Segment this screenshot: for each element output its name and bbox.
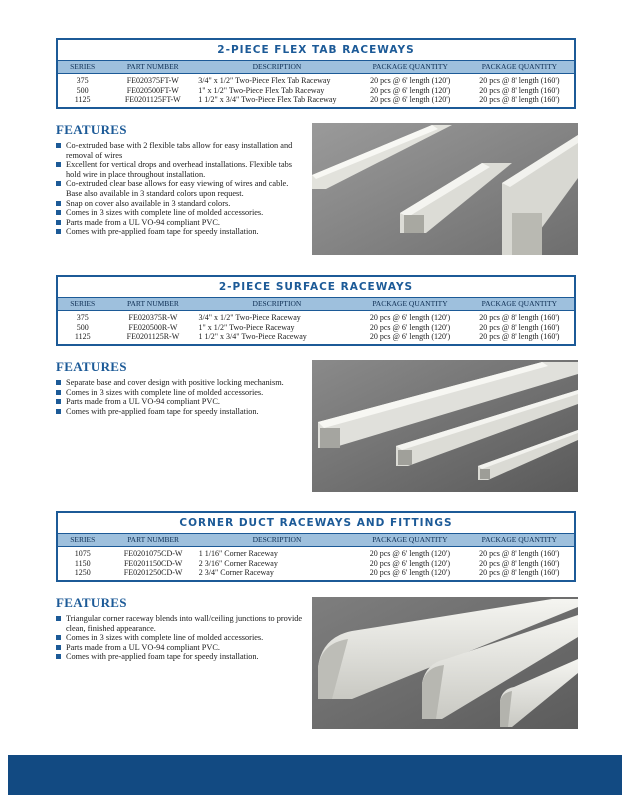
part-number: FE0201075CD-W: [123, 549, 183, 558]
col-part-number: PART NUMBER: [107, 61, 198, 74]
bullet-icon: [56, 181, 61, 186]
series-value: 1150: [74, 558, 91, 568]
feature-text: Excellent for vertical drops and overhead installations. Flexible tabs hold wire in place throughout installation.: [66, 160, 293, 179]
feature-item: [56, 160, 306, 179]
footer-band: [8, 755, 622, 795]
bullet-icon: [56, 143, 61, 148]
qty-8ft: 20 pcs @ 8' length (160'): [479, 568, 560, 577]
col-description: DESCRIPTION: [199, 298, 356, 311]
features-list: [56, 614, 306, 662]
bullet-icon: [56, 229, 61, 234]
description-cell: [199, 311, 356, 344]
qty-6ft-cell: [355, 311, 464, 344]
description: 3/4" x 1/2" Two-Piece Flex Tab Raceway: [198, 76, 331, 85]
feature-text: Parts made from a UL VO-94 compliant PVC.: [66, 217, 220, 227]
feature-item: [56, 208, 306, 218]
part-cell: [107, 74, 198, 107]
feature-text: Triangular corner raceway blends into wall/ceiling junctions to provide clean, finished appearance.: [66, 614, 303, 633]
bullet-icon: [56, 390, 61, 395]
surface-raceway-table: [56, 275, 576, 346]
description: 3/4" x 1/2" Two-Piece Raceway: [198, 313, 301, 322]
features-list: [56, 141, 306, 237]
series-value: 375: [76, 313, 89, 322]
qty-6ft: 20 pcs @ 6' length (120'): [369, 322, 451, 332]
feature-text: Comes in 3 sizes with complete line of molded accessories.: [66, 633, 264, 643]
qty-8ft: 20 pcs @ 8' length (160'): [479, 95, 560, 104]
col-package-quantity-8ft: PACKAGE QUANTITY: [465, 298, 574, 311]
col-series: SERIES: [58, 534, 107, 547]
part-number: FE020500R-W: [128, 322, 178, 332]
feature-item: [56, 141, 306, 160]
series-value: 1125: [74, 95, 91, 104]
features-surface: [56, 359, 306, 416]
part-number: FE0201125FT-W: [124, 95, 181, 104]
feature-text: Comes with pre-applied foam tape for speedy installation.: [66, 652, 259, 662]
features-heading: FEATURES: [56, 122, 127, 137]
qty-6ft: 20 pcs @ 6' length (120'): [369, 313, 451, 322]
feature-item: [56, 199, 306, 209]
flex-tab-raceway-photo: [312, 123, 578, 255]
product-table: [58, 61, 574, 107]
series-value: 500: [76, 85, 89, 95]
bullet-icon: [56, 220, 61, 225]
feature-text: Co-extruded base with 2 flexible tabs allow for easy installation and removal of wires: [66, 141, 293, 160]
feature-text: Co-extruded clear base allows for easy viewing of wires and cable. Base also available in 3 standard colors upon request.: [66, 179, 289, 198]
description: 2 3/4" Corner Raceway: [198, 568, 274, 577]
description: 2 3/16" Corner Raceway: [198, 558, 278, 568]
feature-text: Parts made from a UL VO-94 compliant PVC.: [66, 642, 220, 652]
col-package-quantity-8ft: PACKAGE QUANTITY: [465, 534, 574, 547]
features-heading: FEATURES: [56, 595, 127, 610]
col-series: SERIES: [58, 61, 107, 74]
bullet-icon: [56, 616, 61, 621]
feature-item: [56, 643, 306, 653]
feature-text: Comes in 3 sizes with complete line of molded accessories.: [66, 387, 264, 397]
bullet-icon: [56, 210, 61, 215]
col-description: DESCRIPTION: [199, 534, 355, 547]
product-table: [58, 534, 574, 580]
bullet-icon: [56, 654, 61, 659]
col-part-number: PART NUMBER: [107, 534, 198, 547]
qty-6ft: 20 pcs @ 6' length (120'): [370, 76, 451, 85]
qty-8ft-cell: [465, 74, 574, 107]
feature-text: Comes in 3 sizes with complete line of molded accessories.: [66, 208, 264, 218]
table-header-row: [58, 534, 574, 547]
series-value: 500: [76, 322, 89, 332]
table-title: 2-PIECE FLEX TAB RACEWAYS: [58, 40, 574, 61]
table-title: 2-PIECE SURFACE RACEWAYS: [58, 277, 574, 298]
features-list: [56, 378, 306, 416]
bullet-icon: [56, 162, 61, 167]
feature-item: [56, 407, 306, 417]
qty-8ft-cell: [465, 311, 574, 344]
description: 1 1/16" Corner Raceway: [198, 549, 278, 558]
product-table: [58, 298, 574, 344]
qty-8ft: 20 pcs @ 8' length (160'): [479, 76, 560, 85]
table-body: [58, 74, 574, 107]
description: 1" x 1/2" Two-Piece Flex Tab Raceway: [198, 85, 325, 95]
description-cell: [198, 74, 355, 107]
feature-item: [56, 179, 306, 198]
part-number: FE0201150CD-W: [123, 558, 183, 568]
bullet-icon: [56, 399, 61, 404]
description: 1 1/2" x 3/4" Two-Piece Flex Tab Raceway: [198, 95, 337, 104]
col-package-quantity-6ft: PACKAGE QUANTITY: [355, 298, 464, 311]
col-package-quantity-6ft: PACKAGE QUANTITY: [355, 534, 464, 547]
features-corner-duct: [56, 595, 306, 662]
part-number: FE020375R-W: [128, 313, 178, 322]
part-number: FE020500FT-W: [126, 85, 179, 95]
feature-item: [56, 227, 306, 237]
bullet-icon: [56, 201, 61, 206]
series-cell: [58, 311, 107, 344]
feature-text: Snap on cover also available in 3 standard colors.: [66, 198, 231, 208]
feature-item: [56, 397, 306, 407]
qty-6ft: 20 pcs @ 6' length (120'): [369, 332, 451, 341]
col-part-number: PART NUMBER: [107, 298, 198, 311]
qty-6ft: 20 pcs @ 6' length (120'): [369, 549, 450, 558]
feature-text: Parts made from a UL VO-94 compliant PVC.: [66, 397, 220, 407]
feature-item: [56, 388, 306, 398]
qty-8ft-cell: [465, 547, 574, 580]
table-header-row: [58, 61, 574, 74]
qty-8ft: 20 pcs @ 8' length (160'): [479, 322, 560, 332]
col-package-quantity-6ft: PACKAGE QUANTITY: [356, 61, 465, 74]
surface-raceway-photo: [312, 360, 578, 492]
part-number: FE0201250CD-W: [123, 568, 183, 577]
qty-6ft: 20 pcs @ 6' length (120'): [369, 568, 450, 577]
series-value: 1125: [74, 332, 91, 341]
corner-duct-photo: [312, 597, 578, 729]
part-number: FE0201125R-W: [126, 332, 180, 341]
col-description: DESCRIPTION: [198, 61, 355, 74]
features-heading: FEATURES: [56, 359, 127, 374]
col-package-quantity-8ft: PACKAGE QUANTITY: [465, 61, 574, 74]
feature-item: [56, 633, 306, 643]
flex-tab-table: [56, 38, 576, 109]
series-cell: [58, 547, 107, 580]
qty-6ft-cell: [355, 547, 464, 580]
series-value: 1075: [74, 549, 91, 558]
feature-item: [56, 218, 306, 228]
qty-6ft-cell: [356, 74, 465, 107]
features-flex-tab: [56, 122, 306, 237]
feature-text: Comes with pre-applied foam tape for speedy installation.: [66, 227, 259, 237]
table-body: [58, 547, 574, 580]
bullet-icon: [56, 635, 61, 640]
series-value: 1250: [74, 568, 91, 577]
table-body: [58, 311, 574, 344]
series-value: 375: [76, 76, 89, 85]
qty-8ft: 20 pcs @ 8' length (160'): [479, 85, 560, 95]
feature-text: Separate base and cover design with positive locking mechanism.: [66, 378, 284, 387]
feature-item: [56, 614, 306, 633]
bullet-icon: [56, 380, 61, 385]
feature-text: Comes with pre-applied foam tape for speedy installation.: [66, 406, 259, 416]
part-cell: [107, 311, 198, 344]
qty-6ft: 20 pcs @ 6' length (120'): [369, 558, 450, 568]
description: 1 1/2" x 3/4" Two-Piece Raceway: [198, 332, 307, 341]
table-title: CORNER DUCT RACEWAYS AND FITTINGS: [58, 513, 574, 534]
series-cell: [58, 74, 107, 107]
qty-8ft: 20 pcs @ 8' length (160'): [479, 332, 560, 341]
bullet-icon: [56, 645, 61, 650]
description-cell: [199, 547, 355, 580]
feature-item: [56, 378, 306, 388]
bullet-icon: [56, 409, 61, 414]
table-header-row: [58, 298, 574, 311]
qty-8ft: 20 pcs @ 8' length (160'): [479, 558, 560, 568]
corner-duct-table: [56, 511, 576, 582]
qty-8ft: 20 pcs @ 8' length (160'): [479, 313, 560, 322]
description: 1" x 1/2" Two-Piece Raceway: [198, 322, 295, 332]
col-series: SERIES: [58, 298, 107, 311]
qty-6ft: 20 pcs @ 6' length (120'): [370, 95, 451, 104]
qty-8ft: 20 pcs @ 8' length (160'): [479, 549, 560, 558]
part-number: FE020375FT-W: [126, 76, 179, 85]
qty-6ft: 20 pcs @ 6' length (120'): [370, 85, 451, 95]
part-cell: [107, 547, 198, 580]
feature-item: [56, 652, 306, 662]
